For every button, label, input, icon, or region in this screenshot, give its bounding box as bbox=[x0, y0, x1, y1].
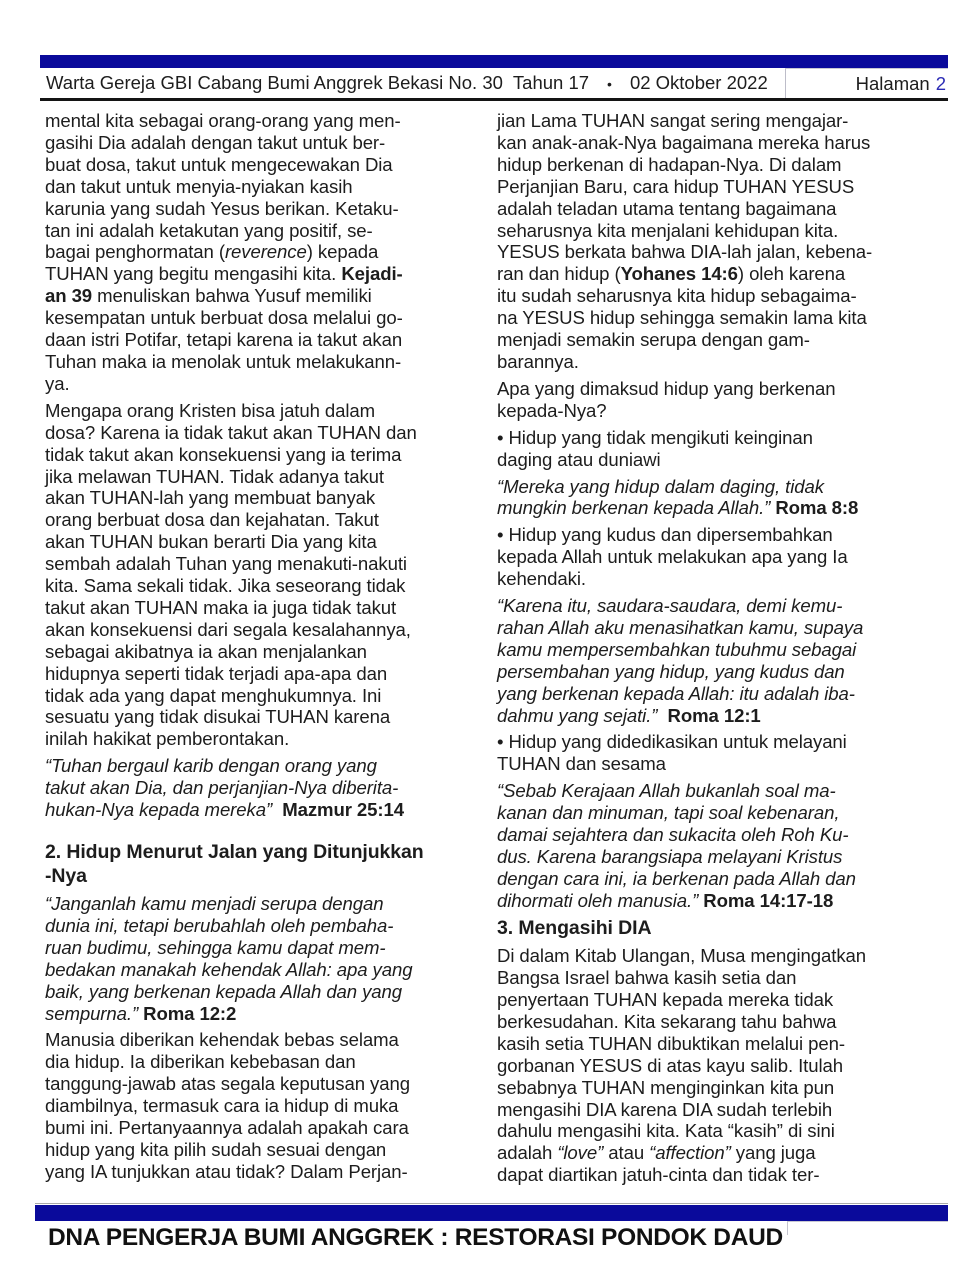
heading-block: 2. Hidup Menurut Jalan yang Ditunjukkan -Nya bbox=[45, 841, 424, 887]
page-number: 2 bbox=[935, 72, 946, 94]
footer-top-rule bbox=[35, 1203, 948, 1204]
bullet-block: • Hidup yang didedikasikan untuk melayani TUHAN dan sesama bbox=[497, 731, 847, 775]
newsletter-title: Warta Gereja GBI Cabang Bumi Anggrek Bekasi No. 30 bbox=[46, 72, 503, 93]
newsletter-header bbox=[40, 68, 948, 101]
footer-cell-rule bbox=[787, 1221, 948, 1222]
para-block: mental kita sebagai orang-orang yang men- gasihi Dia adalah dengan takut untuk ber- buat dosa, takut untuk mengecewakan Dia dan takut untuk menyia-nyiakan kasih karunia yang sudah Yesus berikan. Ketaku- tan ini adalah ketakutan yang positif, se- bagai penghormatan (reverence) kepada TUHAN yang begitu mengasihi kita. Kejadi- an 39 menuliskan bahwa Yusuf memiliki kesempatan untuk berbuat dosa melalui go- daan istri Potifar, tetapi karena ia takut akan Tuhan maka ia menolak untuk melakukann- ya. bbox=[45, 110, 403, 394]
para-block: Di dalam Kitab Ulangan, Musa mengingatkan Bangsa Israel bahwa kasih setia dan penyertaan TUHAN kepada mereka tidak berkesudahan. Kita sekarang tahu bahwa kasih setia TUHAN dibuktikan melalui pen- gorbanan YESUS di atas kayu salib. Itulah sebabnya TUHAN menginginkan kita pun mengasihi DIA karena DIA sudah terlebih dahulu mengasihi kita. Kata “kasih” di sini adalah “love” atau “affection” yang juga dapat diartikan jatuh-cinta dan tidak ter- bbox=[497, 945, 867, 1186]
footer-accent-bar bbox=[35, 1205, 948, 1221]
bullet-block: • Hidup yang tidak mengikuti keinginan daging atau duniawi bbox=[497, 426, 813, 470]
para-block: Manusia diberikan kehendak bebas selama dia hidup. Ia diberikan kebebasan dan tanggung-jawab atas segala keputusan yang diambilnya, termasuk cara ia hidup di muka bumi ini. Pertanyaannya adalah apakah cara hidup yang kita pilih sudah sesuai dengan yang IA tunjukkan atau tidak? Dalam Perjan- bbox=[45, 1029, 410, 1182]
bullet-block: • Hidup yang kudus dan dipersembahkan kepada Allah untuk melakukan apa yang Ia kehendaki. bbox=[497, 524, 848, 590]
column-right bbox=[497, 110, 947, 1191]
quote-block: “Tuhan bergaul karib dengan orang yang takut akan Dia, dan perjanjian-Nya diberita- hukan-Nya kepada mereka” Mazmur 25:14 bbox=[45, 755, 404, 821]
issue-date: 02 Oktober 2022 bbox=[629, 72, 768, 93]
quote-block: “Janganlah kamu menjadi serupa dengan dunia ini, tetapi berubahlah oleh pembaha- ruan budimu, sehingga kamu dapat mem- bedakan manakah kehendak Allah: apa yang baik, yang berkenan kepada Allah dan yang sempurna.” Roma 12:2 bbox=[45, 893, 413, 1024]
quote-block: “Karena itu, saudara-saudara, demi kemu- rahan Allah aku menasihatkan kamu, supaya kamu mempersembahkan tubuhmu sebagai persembahan yang hidup, yang kudus dan yang berkenan kepada Allah: itu adalah iba- dahmu yang sejati.” Roma 12:1 bbox=[497, 595, 864, 726]
newsletter-year: Tahun 17 bbox=[512, 72, 590, 93]
footer-banner: DNA PENGERJA BUMI ANGGREK : RESTORASI PONDOK DAUD bbox=[48, 1224, 783, 1251]
para-block: Mengapa orang Kristen bisa jatuh dalam dosa? Karena ia tidak takut akan TUHAN dan tidak takut akan konsekuensi yang ia terima jika melawan TUHAN. Tidak adanya takut akan TUHAN-lah yang membuat banyak orang berbuat dosa dan kejahatan. Takut akan TUHAN bukan berarti Dia yang kita sembah adalah Tuhan yang menakuti-nakuti kita. Sama sekali tidak. Jika seseorang tidak takut akan TUHAN maka ia juga tidak takut akan konsekuensi dari segala kesalahannya, sebagai akibatnya ia akan menjalankan hidupnya seperti tidak terjadi apa-apa dan tidak ada yang dapat menghukumnya. Ini sesuatu yang tidak disukai TUHAN karena inilah hakikat pemberontakan. bbox=[45, 399, 417, 750]
para-block: jian Lama TUHAN sangat sering mengajar- kan anak-anak-Nya bagaimana mereka harus hidup berkenan di hadapan-Nya. Di dalam Perjanjian Baru, cara hidup TUHAN YESUS adalah teladan utama tentang bagaimana seharusnya kita menjalani kehidupan kita. YESUS berkata bahwa DIA-lah jalan, kebena- ran dan hidup (Yohanes 14:6) oleh karena itu sudah seharusnya kita hidup sebagaima- na YESUS hidup sehingga semakin lama kita menjadi semakin serupa dengan gam- barannya. bbox=[497, 110, 873, 372]
bullet-separator-icon: • bbox=[607, 76, 612, 92]
heading-block: 3. Mengasihi DIA bbox=[497, 916, 652, 939]
header-left bbox=[40, 72, 768, 94]
page-number-cell bbox=[785, 68, 948, 98]
quote-block: “Sebab Kerajaan Allah bukanlah soal ma- kanan dan minuman, tapi soal kebenaran, damai sejahtera dan sukacita oleh Roh Ku- dus. Karena barangsiapa melayani Kristus dengan cara ini, ia berkenan pada Allah dan dihormati oleh manusia.” Roma 14:17-18 bbox=[497, 780, 856, 911]
header-accent-bar bbox=[40, 55, 948, 68]
para-block: Apa yang dimaksud hidup yang berkenan kepada-Nya? bbox=[497, 377, 836, 421]
page-label: Halaman bbox=[855, 72, 930, 94]
quote-block: “Mereka yang hidup dalam daging, tidak mungkin berkenan kepada Allah.” Roma 8:8 bbox=[497, 475, 859, 519]
column-left bbox=[45, 110, 486, 1188]
